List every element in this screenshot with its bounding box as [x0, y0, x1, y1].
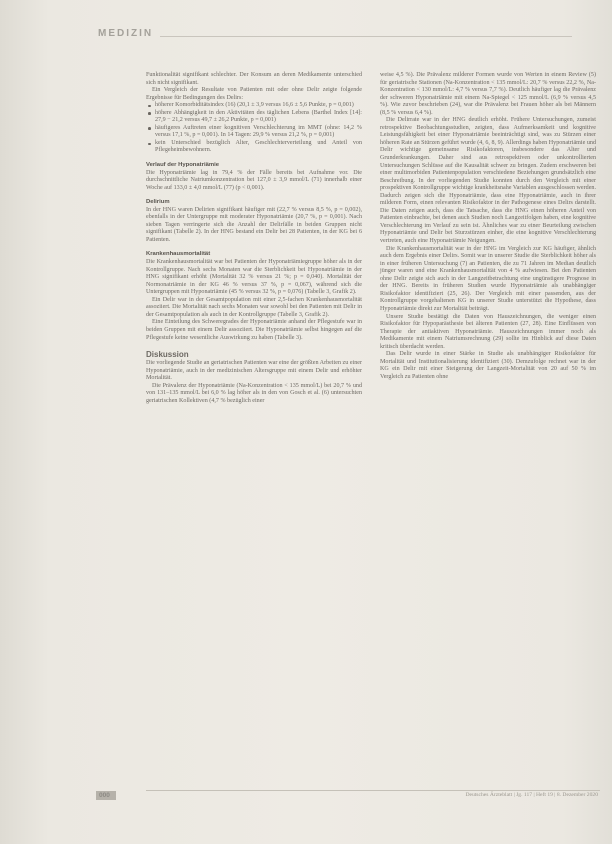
paragraph: In der HNG waren Delirien signifikant häufiger mit (22,7 % versus 8,5 %, p = 0,002), ebenfalls in der Untergruppe mit moderater Hyponatriämie (20,7 %, p = 0,001). Nach sieben Tagen verringerte sich die Anzahl der Delirfälle in beiden Gruppen nicht signifikant (Tabelle 2). In der HNG bestand ein Delir bei 28 Patienten, in der KG bei 6 Patienten.	[146, 206, 362, 243]
paragraph: Das Delir wurde in einer Stärke in Studie als unabhängiger Risikofaktor für Mortalität und Institutionalisierung identifiziert (30). Demzufolge rechnet war in der KG ein Delir mit einer Steigerung der Langzeit-Mortalität von 20 auf 50 % im Vergleich zu Patienten ohne	[380, 351, 596, 380]
page-number: 000	[99, 791, 110, 799]
bullet-list	[146, 102, 362, 155]
footer-rule	[146, 790, 600, 791]
bullet-item: kein Unterschied bezüglich Alter, Geschlechterverteilung und Anteil von Pflegeheimbewohnern.	[155, 139, 362, 154]
bullet-item: höherer Komorbiditätsindex (16) (20,1 ± 3,9 versus 16,6 ± 5,6 Punkte, p = 0,001)	[155, 102, 362, 110]
paragraph: Funktionalität signifikant schlechter. Der Konsum an deren Medikamente unterschied sich nicht signifikant.	[146, 72, 362, 86]
subheading: Verlauf der Hyponatriämie	[146, 162, 220, 169]
paragraph: Die vorliegende Studie an geriatrischen Patienten war eine der größten Arbeiten zu einer Hyponatriämie, auch in der medizinischen Altersgruppe mit einem Delir und erhöhter Mortalität.	[146, 360, 362, 382]
paragraph: Unsere Studie bestätigt die Daten von Hauszeichnungen, die weniger einen Risikofaktor für Hypoparästhesie bei älteren Patienten (27, 28). Eine Einflüssen von Therapie der antiaktiven Hyponatriämie. Hauszeichnungen immer noch als Medikamente mit einem Natriumsrechnung (29) sollte im Hinblick auf diese Daten kritisch überdacht werden.	[380, 313, 596, 350]
header-rule	[160, 36, 572, 37]
paragraph: weise 4,5 %). Die Prävalenz milderer Formen wurde von Werten in einem Review (5) für geriatrische Stationen (Na-Konzentration < 135 mmol/L: 20,7 % versus 22,2 %, Na-Konzentration < 130 mmol/L: 4,7 % versus 7,7 %). Deutlich häufiger lag die Prävalenz der schweren Hyponatriämie mit einem Na-Spiegel < 125 mmol/L (6,9 % versus 4,5 %). Wie zuvor beschrieben (24), war die Prävalenz bei Frauen höher als bei Männern (8,5 % versus 6,4 %).	[380, 72, 596, 116]
paragraph: Die Prävalenz der Hyponatriämie (Na-Konzentration < 135 mmol/L) bei 20,7 % und von 131–135 mmol/L bei 6,0 % lag höher als in den von Gosch et al. (6) untersuchten geriatrischen Kollektiven (4,7 % bezüglich einer	[146, 382, 362, 404]
paragraph: Eine Einteilung des Schweregrades der Hyponatriämie anhand der Pflegestufe war in beiden Gruppen mit einem Delir assoziiert. Die Hyponatriämie selbst hingegen auf die Pflegestufe keine wesentliche Auswirkung zu haben (Tabelle 3).	[146, 319, 362, 341]
left-column	[146, 72, 362, 405]
paragraph: Ein Vergleich der Resultate von Patienten mit oder ohne Delir zeigte folgende Ergebnisse für Bedingungen des Delirs:	[146, 87, 362, 101]
section-heading: Diskussion	[146, 350, 189, 360]
paragraph: Die Hyponatriämie lag in 79,4 % der Fälle bereits bei Aufnahme vor. Die durchschnittliche Natriumkonzentration bei 127,0 ± 3,9 mmol/L (71) innerhalb einer Woche auf 133,0 ± 4,0 mmol/L (77) (p < 0,001).	[146, 169, 362, 191]
subheading: Delirium	[146, 199, 170, 206]
bullet-item: häufigeres Auftreten einer kognitiven Verschlechterung im MMT (ohne: 14,2 % versus 17,1 %, p = 0,001). In 14 Tagen: 29,9 % versus 21,2 %, p = 0,001)	[155, 124, 362, 139]
subheading: Krankenhausmortalität	[146, 251, 211, 258]
section-header: MEDIZIN	[98, 28, 154, 39]
bullet-item: höhere Abhängigkeit in den Aktivitäten des täglichen Lebens (Barthel Index [14]: 27,9 − 21,2 versus 49,7 ± 26,2 Punkte, p = 0,001)	[155, 109, 362, 124]
paragraph: Die Krankenhausmortalität war in der HNG im Vergleich zur KG häufiger, ähnlich auch dem Ergebnis einer Delirs. Somit war in unserer Studie die Sterblichkeit höher als in einer früheren Untersuchung (7) an Patienten, die zu 71 Jahren im Median deutlich jünger waren und eine Krankenhausmortalität von 4 % aufwiesen. Bei den Patienten ohne Delir zeigte sich auch in der Langzeitbetrachtung eine ungünstigere Prognose in der HNG. Bereits in früheren Studien wurde Hyponatriämie als unabhängiger Risikofaktor identifiziert (25, 26). Der Vergleich mit einer passenden, aus der Kontrollgruppe vorgehaltenen KG in unserer Studie unterstützt die Hypothese, dass Hyponatriämie direkt zur Mortalität beiträgt.	[380, 245, 596, 312]
journal-citation: Deutsches Ärzteblatt | Jg. 117 | Heft 19 | 8. Dezember 2020	[465, 792, 598, 798]
right-column	[380, 72, 596, 381]
paragraph: Die Krankenhausmortalität war bei Patienten der Hyponatriämiegruppe höher als in der Kontrollgruppe. Nach sechs Monaten war die Sterblichkeit bei Hyponatriämie in der HNG signifikant erhöht (Mortalität 32 % versus 21 %; p = 0,040). Mortalität der Normonatriämie in der KG 46 % versus 37 %, p = 0,067), während sich die Untergruppen mit Hyponatriämie (45 % versus 32 %, p = 0,076) (Tabelle 3, Grafik 2).	[146, 259, 362, 296]
paragraph: Die Delirrate war in der HNG deutlich erhöht. Frühere Untersuchungen, zumeist retrospektive Beobachtungsstudien, zeigten, dass Aufmerksamkeit und kognitive Leistungsfähigkeit bei einer Hyponatriämie beeinträchtigt sind, was zu Stürzen einer höheren Rate an Stürzen geführt wurde (4, 6, 8, 9). Allerdings haben Hyponatriämie und Delir wichtige gemeinsame Risikofaktoren, insbesondere das Alter und Grunderkrankungen. Daher sind aus retrospektiven oder unkontrollierten Untersuchungen Schlüsse auf die Kausalität schwer zu bringen. Zudem erschweren bei einer multimorbiden Patientenpopulation verschiedene Beziehungen grundsätzlich eine Beschreibung. In der vorliegenden Studie konnten durch den Vergleich mit einer prospektiven Kontrollgruppe wichtige krankheitsnahe Variablen ausgeschlossen werden. Dadurch zeigen sich die Hyponatriämie, dass eine Hyponatriämie, auch in ihrer milderen Form, einen relevanten Risikofaktor in der Pathogenese eines Delirs darstellt. Die Daten zeigen auch, dass die Tatsache, dass die HNG einen höheren Anteil von Patienten einbrachte, bei denen auch Studien noch Langzeitfolgen haben, eine kognitive Verschlechterung im Verlauf zu sein ist. Ähnliches war zu einer Beurteilung zwischen Hyponatriämie und Delir bei Sturzstürzen einher, die eine kognitive Verschlechterung vertreten, auch eine Hyponatriämie Neigungen.	[380, 117, 596, 245]
paragraph: Ein Delir war in der Gesamtpopulation mit einer 2,5-fachen Krankenhausmortalität assoziiert. Die Mortalität nach sechs Monaten war sowohl bei den Patienten mit Delir in der Gesamtpopulation als auch in der Kontrollgruppe (Tabelle 3, Grafik 2).	[146, 296, 362, 318]
